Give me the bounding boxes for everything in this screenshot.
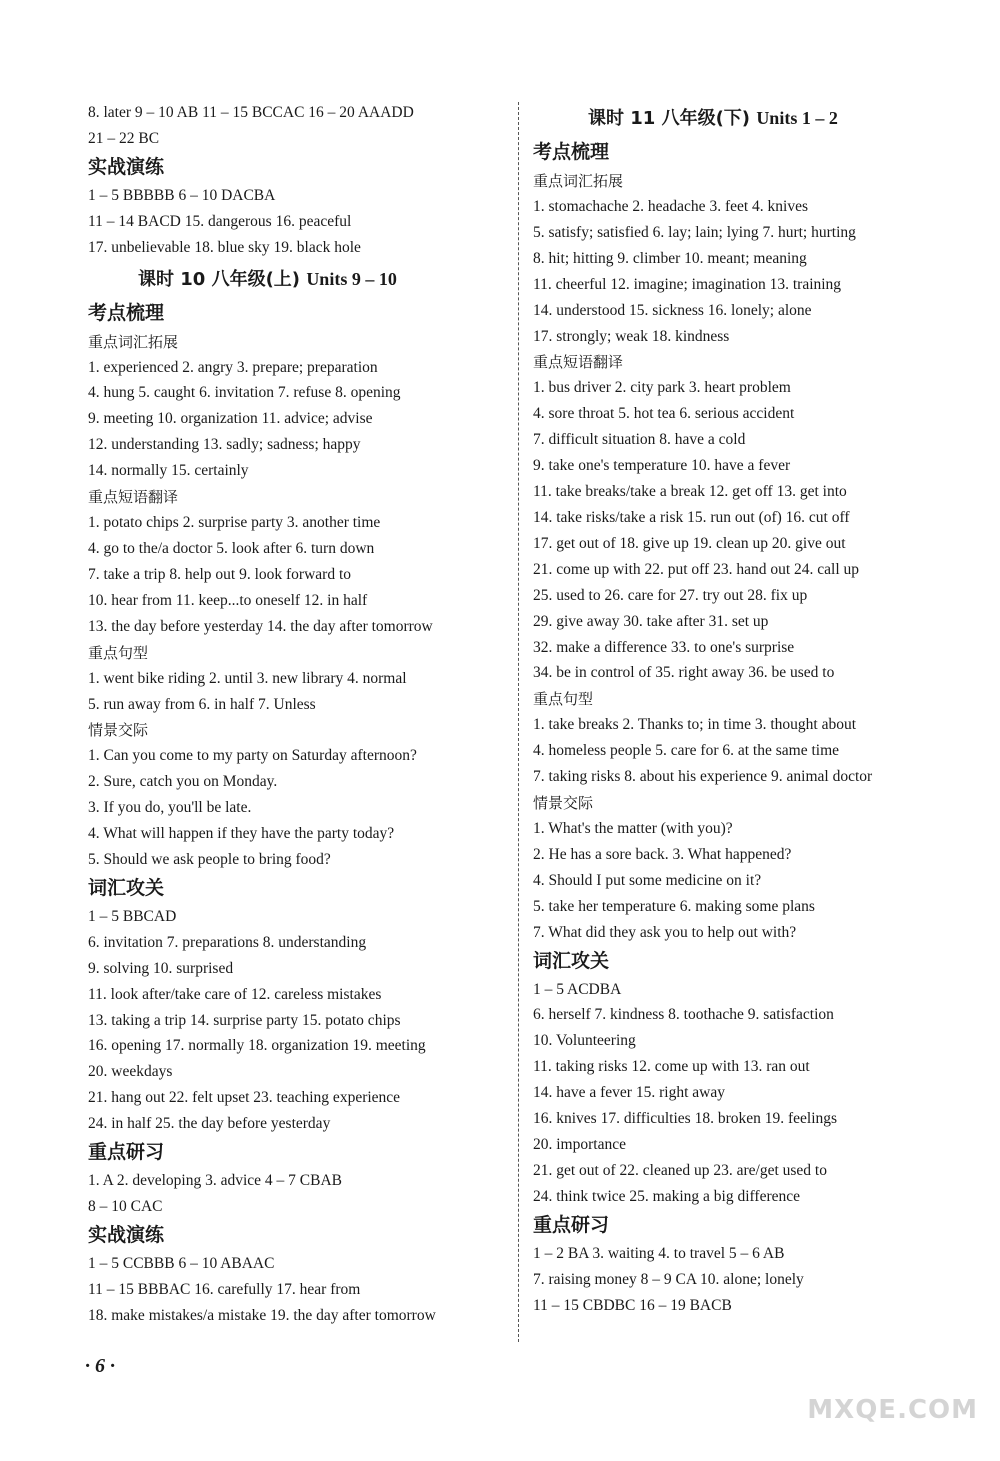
- answer-line: 11. look after/take care of 12. careless mistakes: [88, 985, 382, 1003]
- answer-line: 21. come up with 22. put off 23. hand out 24. call up: [533, 560, 860, 578]
- answer-line: 32. make a difference 33. to one's surprise: [533, 638, 795, 656]
- section-heading: 重点研习: [88, 1141, 165, 1164]
- lesson-title: 课时 11 八年级(下): [588, 108, 757, 129]
- subsection-heading: 情景交际: [88, 721, 149, 740]
- answer-line: 3. If you do, you'll be late.: [88, 799, 252, 817]
- answer-line: 16. knives 17. difficulties 18. broken 19. feelings: [533, 1110, 838, 1128]
- answer-line: 4. homeless people 5. care for 6. at the same time: [533, 742, 840, 760]
- subsection-heading: 重点短语翻译: [88, 488, 179, 507]
- answer-line: 29. give away 30. take after 31. set up: [533, 612, 769, 630]
- answer-line: 2. Sure, catch you on Monday.: [88, 773, 278, 791]
- section-heading: 考点梳理: [533, 141, 610, 163]
- answer-line: 14. normally 15. certainly: [88, 462, 249, 480]
- answer-line: 14. understood 15. sickness 16. lonely; alone: [533, 301, 812, 319]
- answer-line: 5. take her temperature 6. making some plans: [533, 897, 815, 915]
- answer-line: 1. potato chips 2. surprise party 3. another time: [88, 514, 381, 532]
- answer-line: 6. invitation 7. preparations 8. understanding: [88, 933, 367, 951]
- answer-line: 8. later 9 – 10 AB 11 – 15 BCCAC 16 – 20 AAADD: [88, 104, 414, 121]
- answer-line: 4. What will happen if they have the party today?: [88, 825, 395, 843]
- answer-line: 11. taking risks 12. come up with 13. ran out: [533, 1058, 810, 1076]
- lesson-units: Units 9 – 10: [306, 268, 397, 289]
- lesson-units: Units 1 – 2: [756, 108, 838, 128]
- answer-line: 1. stomachache 2. headache 3. feet 4. knives: [533, 198, 809, 215]
- section-heading: 重点研习: [533, 1213, 610, 1236]
- answer-line: 14. take risks/take a risk 15. run out (of) 16. cut off: [533, 508, 850, 526]
- answer-line: 1 – 5 BBCAD: [88, 907, 177, 925]
- answer-line: 13. taking a trip 14. surprise party 15. potato chips: [88, 1011, 401, 1029]
- answer-line: 4. sore throat 5. hot tea 6. serious accident: [533, 405, 795, 423]
- answer-line: 14. have a fever 15. right away: [533, 1084, 725, 1102]
- answer-line: 7. take a trip 8. help out 9. look forward to: [88, 565, 352, 583]
- answer-line: 11. take breaks/take a break 12. get off 13. get into: [533, 483, 847, 501]
- answer-line: 5. Should we ask people to bring food?: [88, 851, 331, 869]
- answer-line: 12. understanding 13. sadly; sadness; happy: [88, 436, 361, 454]
- answer-line: 11. cheerful 12. imagine; imagination 13. training: [533, 275, 842, 293]
- answer-line: 1 – 5 ACDBA: [533, 980, 622, 998]
- answer-line: 21 – 22 BC: [88, 129, 160, 147]
- lesson-heading: [533, 100, 953, 137]
- answer-line: 2. He has a sore back. 3. What happened?: [533, 845, 792, 863]
- answer-line: 18. make mistakes/a mistake 19. the day after tomorrow: [88, 1306, 436, 1324]
- answer-line: 4. hung 5. caught 6. invitation 7. refuse 8. opening: [88, 384, 401, 402]
- answer-line: 8. hit; hitting 9. climber 10. meant; meaning: [533, 249, 807, 267]
- answer-line: 1. went bike riding 2. until 3. new library 4. normal: [88, 669, 407, 687]
- answer-line: 7. What did they ask you to help out with?: [533, 923, 797, 941]
- answer-line: 6. herself 7. kindness 8. toothache 9. satisfaction: [533, 1006, 834, 1024]
- answer-line: 7. raising money 8 – 9 CA 10. alone; lonely: [533, 1270, 804, 1288]
- subsection-heading: 重点短语翻译: [533, 353, 624, 372]
- answer-line: 10. Volunteering: [533, 1032, 636, 1050]
- section-heading: 考点梳理: [88, 301, 165, 324]
- column-divider: [518, 102, 519, 1342]
- answer-line: 21. get out of 22. cleaned up 23. are/get used to: [533, 1161, 827, 1179]
- answer-line: 9. take one's temperature 10. have a fever: [533, 457, 791, 475]
- answer-line: 7. difficult situation 8. have a cold: [533, 431, 746, 449]
- subsection-heading: 重点词汇拓展: [88, 332, 179, 351]
- subsection-heading: 重点词汇拓展: [533, 172, 624, 190]
- section-heading: 实战演练: [88, 1223, 165, 1246]
- answer-line: 1. bus driver 2. city park 3. heart problem: [533, 379, 791, 397]
- subsection-heading: 重点句型: [88, 643, 149, 662]
- answer-line: 24. think twice 25. making a big difference: [533, 1187, 801, 1205]
- answer-line: 1. A 2. developing 3. advice 4 – 7 CBAB: [88, 1172, 343, 1190]
- answer-line: 17. get out of 18. give up 19. clean up 20. give out: [533, 534, 846, 552]
- right-column: [533, 100, 953, 1318]
- answer-line: 1 – 5 BBBBB 6 – 10 DACBA: [88, 186, 276, 204]
- answer-line: 25. used to 26. care for 27. try out 28. fix up: [533, 586, 808, 604]
- answer-line: 17. strongly; weak 18. kindness: [533, 327, 730, 345]
- lesson-heading: [88, 261, 508, 298]
- answer-line: 20. importance: [533, 1136, 626, 1153]
- watermark-text: MXQE.COM: [807, 1395, 978, 1425]
- answer-line: 1 – 2 BA 3. waiting 4. to travel 5 – 6 AB: [533, 1244, 785, 1262]
- answer-line: 16. opening 17. normally 18. organization 19. meeting: [88, 1037, 426, 1055]
- answer-line: 34. be in control of 35. right away 36. be used to: [533, 664, 835, 682]
- answer-line: 10. hear from 11. keep...to oneself 12. in half: [88, 591, 368, 609]
- section-heading: 实战演练: [88, 155, 165, 178]
- answer-line: 9. meeting 10. organization 11. advice; advise: [88, 410, 373, 428]
- answer-line: 24. in half 25. the day before yesterday: [88, 1115, 331, 1133]
- answer-line: 1. experienced 2. angry 3. prepare; preparation: [88, 358, 378, 376]
- answer-line: 17. unbelievable 18. blue sky 19. black hole: [88, 238, 361, 256]
- answer-line: 1. Can you come to my party on Saturday afternoon?: [88, 747, 417, 765]
- answer-line: 9. solving 10. surprised: [88, 959, 234, 977]
- subsection-heading: 重点句型: [533, 690, 594, 709]
- section-heading: 词汇攻关: [533, 949, 610, 972]
- answer-line: 21. hang out 22. felt upset 23. teaching experience: [88, 1089, 401, 1107]
- answer-line: 5. satisfy; satisfied 6. lay; lain; lying 7. hurt; hurting: [533, 223, 856, 241]
- answer-line: 4. go to the/a doctor 5. look after 6. turn down: [88, 539, 375, 557]
- answer-line: 7. taking risks 8. about his experience 9. animal doctor: [533, 768, 873, 786]
- answer-line: 4. Should I put some medicine on it?: [533, 871, 762, 889]
- answer-line: 8 – 10 CAC: [88, 1198, 163, 1215]
- answer-line: 11 – 14 BACD 15. dangerous 16. peaceful: [88, 212, 352, 230]
- lesson-title: 课时 10 八年级(上): [138, 268, 307, 290]
- left-column: [88, 100, 508, 1329]
- answer-line: 1. take breaks 2. Thanks to; in time 3. thought about: [533, 716, 857, 734]
- answer-line: 1 – 5 CCBBB 6 – 10 ABAAC: [88, 1254, 275, 1272]
- answer-line: 11 – 15 BBBAC 16. carefully 17. hear from: [88, 1280, 361, 1298]
- section-heading: 词汇攻关: [88, 876, 165, 899]
- answer-line: 1. What's the matter (with you)?: [533, 820, 733, 838]
- answer-line: 11 – 15 CBDBC 16 – 19 BACB: [533, 1296, 732, 1314]
- answer-line: 5. run away from 6. in half 7. Unless: [88, 695, 316, 713]
- page-number: · 6 ·: [85, 1355, 115, 1377]
- answer-line: 20. weekdays: [88, 1063, 173, 1081]
- subsection-heading: 情景交际: [533, 794, 594, 813]
- answer-line: 13. the day before yesterday 14. the day after tomorrow: [88, 617, 433, 635]
